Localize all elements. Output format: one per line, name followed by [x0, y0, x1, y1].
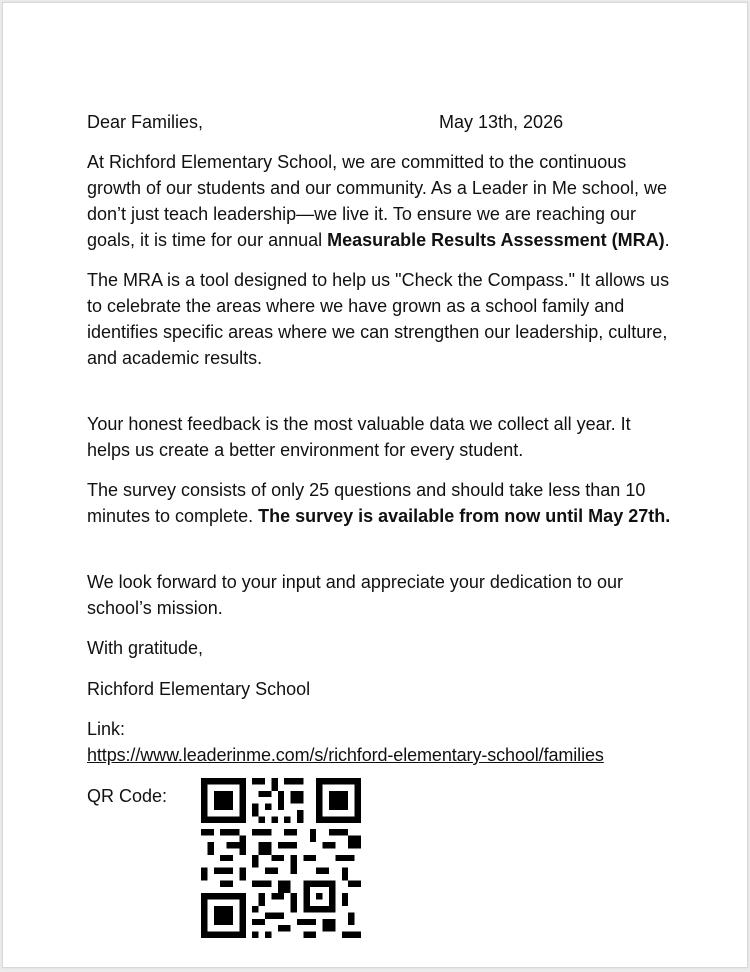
paragraph-survey-text: The survey consists of only 25 questions and should take less than 10 minutes to complete.	[87, 480, 646, 526]
mra-title: Measurable Results Assessment (MRA)	[327, 230, 665, 250]
letter-page	[2, 2, 748, 968]
survey-link[interactable]: https://www.leaderinme.com/s/richford-elementary-school/families	[87, 745, 604, 765]
letter-date: May 13th, 2026	[439, 112, 564, 132]
survey-deadline: The survey is available from now until May 27th.	[258, 506, 671, 526]
paragraph-closing: We look forward to your input and appreciate your dedication to our school’s mission.	[87, 572, 623, 618]
link-label: Link:	[87, 719, 126, 739]
paragraph-mra: The MRA is a tool designed to help us "Check the Compass." It allows us to celebrate the areas where we have grown as a school family and identifies specific areas where we can strengthen our leadership, culture, and academic results.	[87, 270, 670, 368]
salutation: Dear Families,	[87, 112, 204, 132]
closing: With gratitude,	[87, 638, 204, 658]
paragraph-intro-text: At Richford Elementary School, we are committed to the continuous growth of our students and our community. As a Leader in Me school, we don’t just teach leadership—we live it. To ensure we are reaching our goals, it is time for our annual	[87, 152, 667, 250]
signature: Richford Elementary School	[87, 679, 311, 699]
qr-label: QR Code:	[87, 786, 168, 806]
link-line	[87, 742, 707, 768]
paragraph-intro-end: .	[664, 230, 670, 250]
paragraph-intro	[87, 149, 677, 253]
paragraph-feedback: Your honest feedback is the most valuable data we collect all year. It helps us create a better environment for every student.	[87, 414, 631, 460]
qr-code	[201, 778, 361, 938]
paragraph-survey	[87, 477, 677, 529]
